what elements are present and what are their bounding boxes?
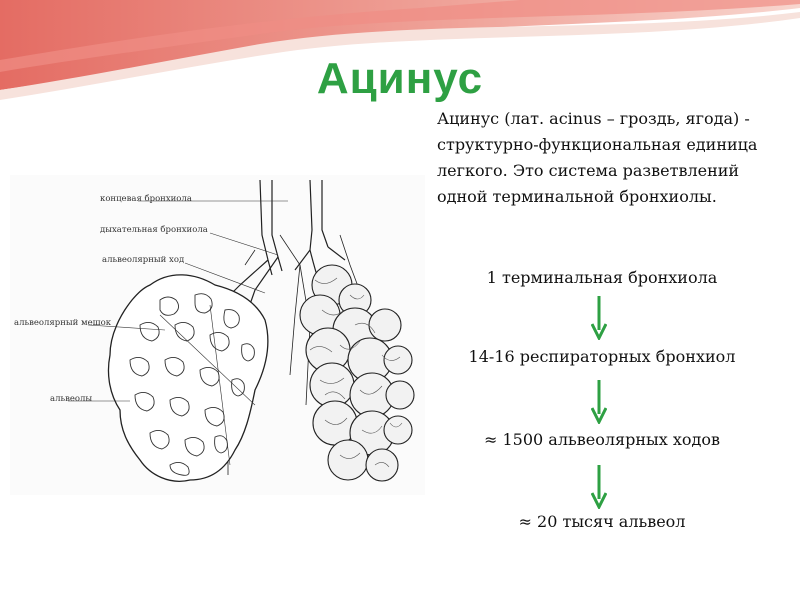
label-terminal-bronchiole: концевая бронхиола bbox=[100, 194, 192, 204]
label-alveoli: альвеолы bbox=[50, 394, 93, 404]
step-alveoli: ≈ 20 тысяч альвеол bbox=[518, 512, 686, 531]
label-respiratory-bronchiole: дыхательная бронхиола bbox=[100, 225, 208, 235]
acinus-figure bbox=[10, 175, 425, 495]
acinus-illustration bbox=[10, 175, 425, 495]
label-alveolar-duct: альвеолярный ход bbox=[102, 255, 185, 265]
slide-title: Ацинус bbox=[316, 54, 484, 103]
arrow-down-icon bbox=[591, 380, 607, 424]
step-alveolar-ducts: ≈ 1500 альвеолярных ходов bbox=[484, 430, 720, 449]
acinus-description: Ацинус (лат. acinus – гроздь, ягода) - структурно-функциональная единица легкого. Это система разветвлений одной терминальной бронхиолы. bbox=[437, 109, 758, 206]
step-terminal-bronchiole: 1 терминальная бронхиола bbox=[486, 268, 718, 287]
step-respiratory-bronchioles: 14-16 респираторных бронхиол bbox=[468, 347, 736, 366]
arrow-down-icon bbox=[591, 465, 607, 509]
arrow-down-icon bbox=[591, 296, 607, 340]
label-alveolar-sac: альвеолярный мешок bbox=[14, 318, 112, 328]
